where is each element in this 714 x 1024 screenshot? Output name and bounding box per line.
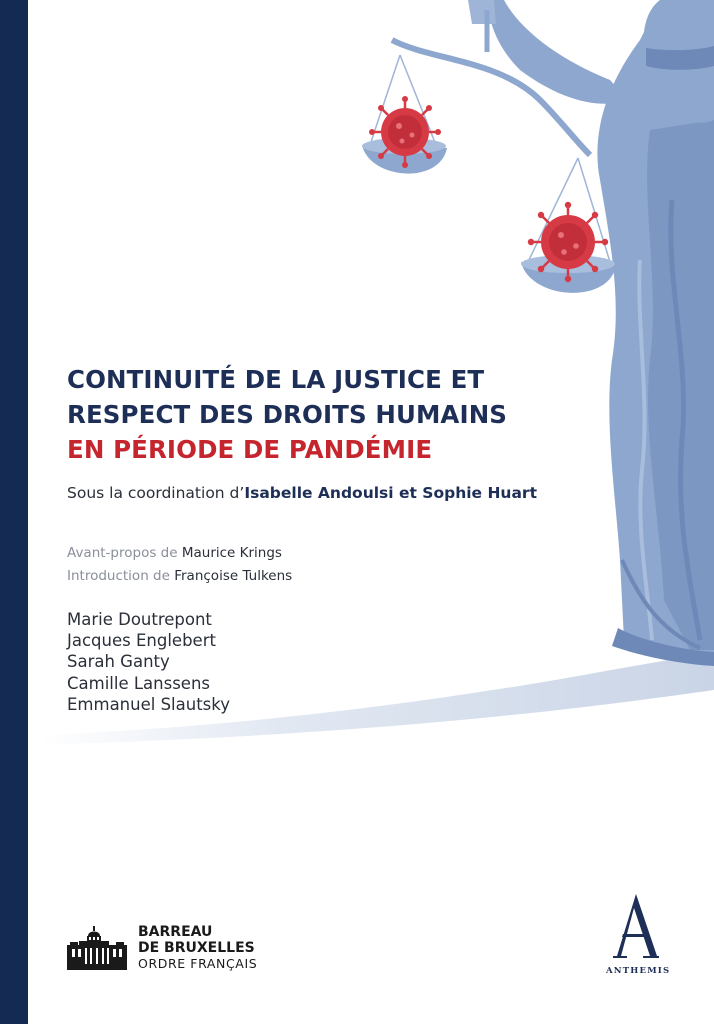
author-name: Emmanuel Slautsky: [67, 694, 231, 714]
author-name: Jacques Englebert: [67, 631, 216, 651]
barreau-text: [138, 924, 257, 972]
virus-particle-left: [369, 96, 441, 168]
foreword-label: Avant-propos de: [67, 545, 182, 561]
introduction-label: Introduction de: [67, 568, 175, 584]
barreau-line-3: ORDRE FRANÇAIS: [138, 956, 258, 971]
title-line-1: CONTINUITÉ DE LA JUSTICE ET: [67, 365, 485, 394]
barreau-logo: [67, 924, 257, 972]
author-name: Marie Doutrepont: [67, 610, 212, 629]
virus-particle-right: [528, 202, 608, 282]
foreword-line: [67, 542, 292, 565]
author-name: Camille Lanssens: [67, 673, 211, 693]
courthouse-icon: [67, 926, 127, 970]
introduction-line: [67, 565, 292, 588]
foreword-and-introduction: [67, 542, 292, 588]
barreau-line-2: DE BRUXELLES: [138, 940, 255, 956]
author-name: Sarah Ganty: [67, 652, 170, 672]
foreword-name: Maurice Krings: [181, 545, 282, 561]
publisher-logo: [606, 894, 671, 976]
title-line-2: RESPECT DES DROITS HUMAINS: [67, 400, 508, 429]
title-line-3: EN PÉRIODE DE PANDÉMIE: [67, 435, 433, 464]
coordination-prefix: Sous la coordination d’: [67, 484, 245, 502]
publisher-name: ANTHEMIS: [606, 966, 671, 976]
author-list: [67, 609, 230, 715]
coordination-names: Isabelle Andoulsi et Sophie Huart: [244, 484, 537, 502]
coordination-line: [67, 484, 537, 502]
barreau-line-1: BARREAU: [138, 924, 213, 940]
book-title: [67, 362, 627, 467]
anthemis-a-logo: [613, 894, 659, 960]
introduction-name: Françoise Tulkens: [174, 568, 293, 584]
statue-arm: [488, 0, 628, 104]
